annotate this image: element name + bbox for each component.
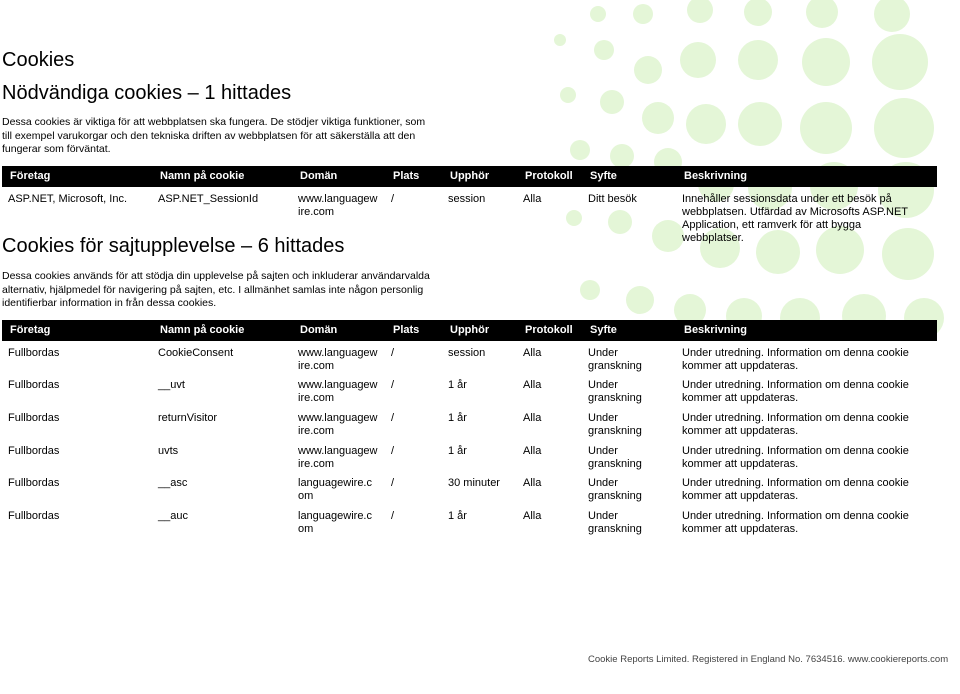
column-header-cookie-name: Namn på cookie bbox=[160, 170, 245, 182]
cell-description: Under utredning. Information om denna cookie kommer att uppdateras. bbox=[682, 379, 909, 404]
cell-cookie-name: uvts bbox=[158, 445, 179, 457]
cell-purpose: Under granskning bbox=[588, 510, 642, 535]
necessary-cookies-heading: Nödvändiga cookies – 1 hittades bbox=[2, 82, 292, 104]
cell-purpose: Under granskning bbox=[588, 379, 642, 404]
necessary-cookies-description: Dessa cookies är viktiga för att webbplatsen ska fungera. De stödjer viktiga funktioner, som till exempel varukorgar och den tekniska driften av webbplatsen för att säkerställa att den fungerar som förväntat. bbox=[2, 116, 426, 155]
cell-domain: www.languagewire.com bbox=[298, 193, 378, 218]
cell-cookie-name: __asc bbox=[158, 477, 188, 489]
experience-cookies-description: Dessa cookies används för att stödja din upplevelse på sajten och inkluderar användarvalda alternativ, hjälpmedel för navigering på sajten, etc. I allmänhet samlas inte någon personlig identifierbar information in från dessa cookies. bbox=[2, 270, 430, 309]
cell-description: Under utredning. Information om denna cookie kommer att uppdateras. bbox=[682, 412, 909, 437]
experience-table-header bbox=[2, 320, 937, 341]
cell-company: Fullbordas bbox=[8, 412, 60, 424]
cell-protocol: Alla bbox=[523, 477, 542, 489]
cell-cookie-name: CookieConsent bbox=[158, 347, 234, 359]
column-header-company: Företag bbox=[10, 170, 51, 182]
cell-purpose: Under granskning bbox=[588, 347, 642, 372]
cell-expires: session bbox=[448, 193, 486, 205]
cell-description: Under utredning. Information om denna cookie kommer att uppdateras. bbox=[682, 477, 909, 502]
cell-company: ASP.NET, Microsoft, Inc. bbox=[8, 193, 128, 205]
cell-domain: languagewire.com bbox=[298, 477, 372, 502]
cell-cookie-name: __auc bbox=[158, 510, 188, 522]
column-header-company: Företag bbox=[10, 324, 51, 336]
cell-path: / bbox=[391, 477, 395, 489]
table-row bbox=[0, 347, 960, 379]
column-header-path: Plats bbox=[393, 170, 420, 182]
cell-path: / bbox=[391, 412, 395, 424]
cell-domain: www.languagewire.com bbox=[298, 445, 378, 470]
column-header-expires: Upphör bbox=[450, 170, 490, 182]
cell-purpose: Ditt besök bbox=[588, 193, 637, 205]
table-row bbox=[0, 193, 960, 244]
column-header-expires: Upphör bbox=[450, 324, 490, 336]
footer-text: Cookie Reports Limited. Registered in England No. 7634516. www.cookiereports.com bbox=[588, 654, 949, 665]
column-header-domain: Domän bbox=[300, 324, 338, 336]
cell-protocol: Alla bbox=[523, 379, 542, 391]
table-row bbox=[0, 510, 960, 542]
necessary-table-header bbox=[2, 166, 937, 187]
cell-company: Fullbordas bbox=[8, 347, 60, 359]
cell-expires: 1 år bbox=[448, 510, 467, 522]
column-header-description: Beskrivning bbox=[684, 170, 747, 182]
column-header-description: Beskrivning bbox=[684, 324, 747, 336]
cell-cookie-name: returnVisitor bbox=[158, 412, 218, 424]
cell-path: / bbox=[391, 379, 395, 391]
cell-expires: 30 minuter bbox=[448, 477, 500, 489]
column-header-cookie-name: Namn på cookie bbox=[160, 324, 245, 336]
cell-path: / bbox=[391, 193, 395, 205]
cell-protocol: Alla bbox=[523, 445, 542, 457]
cell-path: / bbox=[391, 347, 395, 359]
cell-purpose: Under granskning bbox=[588, 412, 642, 437]
cell-description: Innehåller sessionsdata under ett besök på webbplatsen. Utfärdad av Microsofts ASP.NET Application, ett ramverk för att bygga webbplatser. bbox=[682, 193, 908, 244]
experience-cookies-heading: Cookies för sajtupplevelse – 6 hittades bbox=[2, 235, 345, 257]
cell-cookie-name: ASP.NET_SessionId bbox=[158, 193, 259, 205]
cell-expires: 1 år bbox=[448, 379, 467, 391]
cell-company: Fullbordas bbox=[8, 445, 60, 457]
cell-company: Fullbordas bbox=[8, 379, 60, 391]
cell-expires: 1 år bbox=[448, 412, 467, 424]
cell-purpose: Under granskning bbox=[588, 477, 642, 502]
table-row bbox=[0, 412, 960, 444]
column-header-purpose: Syfte bbox=[590, 170, 617, 182]
column-header-path: Plats bbox=[393, 324, 420, 336]
cell-domain: www.languagewire.com bbox=[298, 412, 378, 437]
column-header-domain: Domän bbox=[300, 170, 338, 182]
cell-protocol: Alla bbox=[523, 510, 542, 522]
cell-expires: 1 år bbox=[448, 445, 467, 457]
cell-description: Under utredning. Information om denna cookie kommer att uppdateras. bbox=[682, 510, 909, 535]
cell-description: Under utredning. Information om denna cookie kommer att uppdateras. bbox=[682, 347, 909, 372]
cell-domain: www.languagewire.com bbox=[298, 347, 378, 372]
cell-domain: www.languagewire.com bbox=[298, 379, 378, 404]
cell-cookie-name: __uvt bbox=[158, 379, 185, 391]
cell-description: Under utredning. Information om denna cookie kommer att uppdateras. bbox=[682, 445, 909, 470]
page-title: Cookies bbox=[2, 49, 75, 71]
table-row bbox=[0, 445, 960, 477]
cell-domain: languagewire.com bbox=[298, 510, 372, 535]
cell-purpose: Under granskning bbox=[588, 445, 642, 470]
table-row bbox=[0, 477, 960, 509]
cell-company: Fullbordas bbox=[8, 477, 60, 489]
cell-path: / bbox=[391, 445, 395, 457]
cell-protocol: Alla bbox=[523, 193, 542, 205]
cell-expires: session bbox=[448, 347, 486, 359]
cell-company: Fullbordas bbox=[8, 510, 60, 522]
cell-path: / bbox=[391, 510, 395, 522]
cell-protocol: Alla bbox=[523, 412, 542, 424]
cell-protocol: Alla bbox=[523, 347, 542, 359]
column-header-protocol: Protokoll bbox=[525, 170, 573, 182]
column-header-protocol: Protokoll bbox=[525, 324, 573, 336]
table-row bbox=[0, 379, 960, 411]
column-header-purpose: Syfte bbox=[590, 324, 617, 336]
